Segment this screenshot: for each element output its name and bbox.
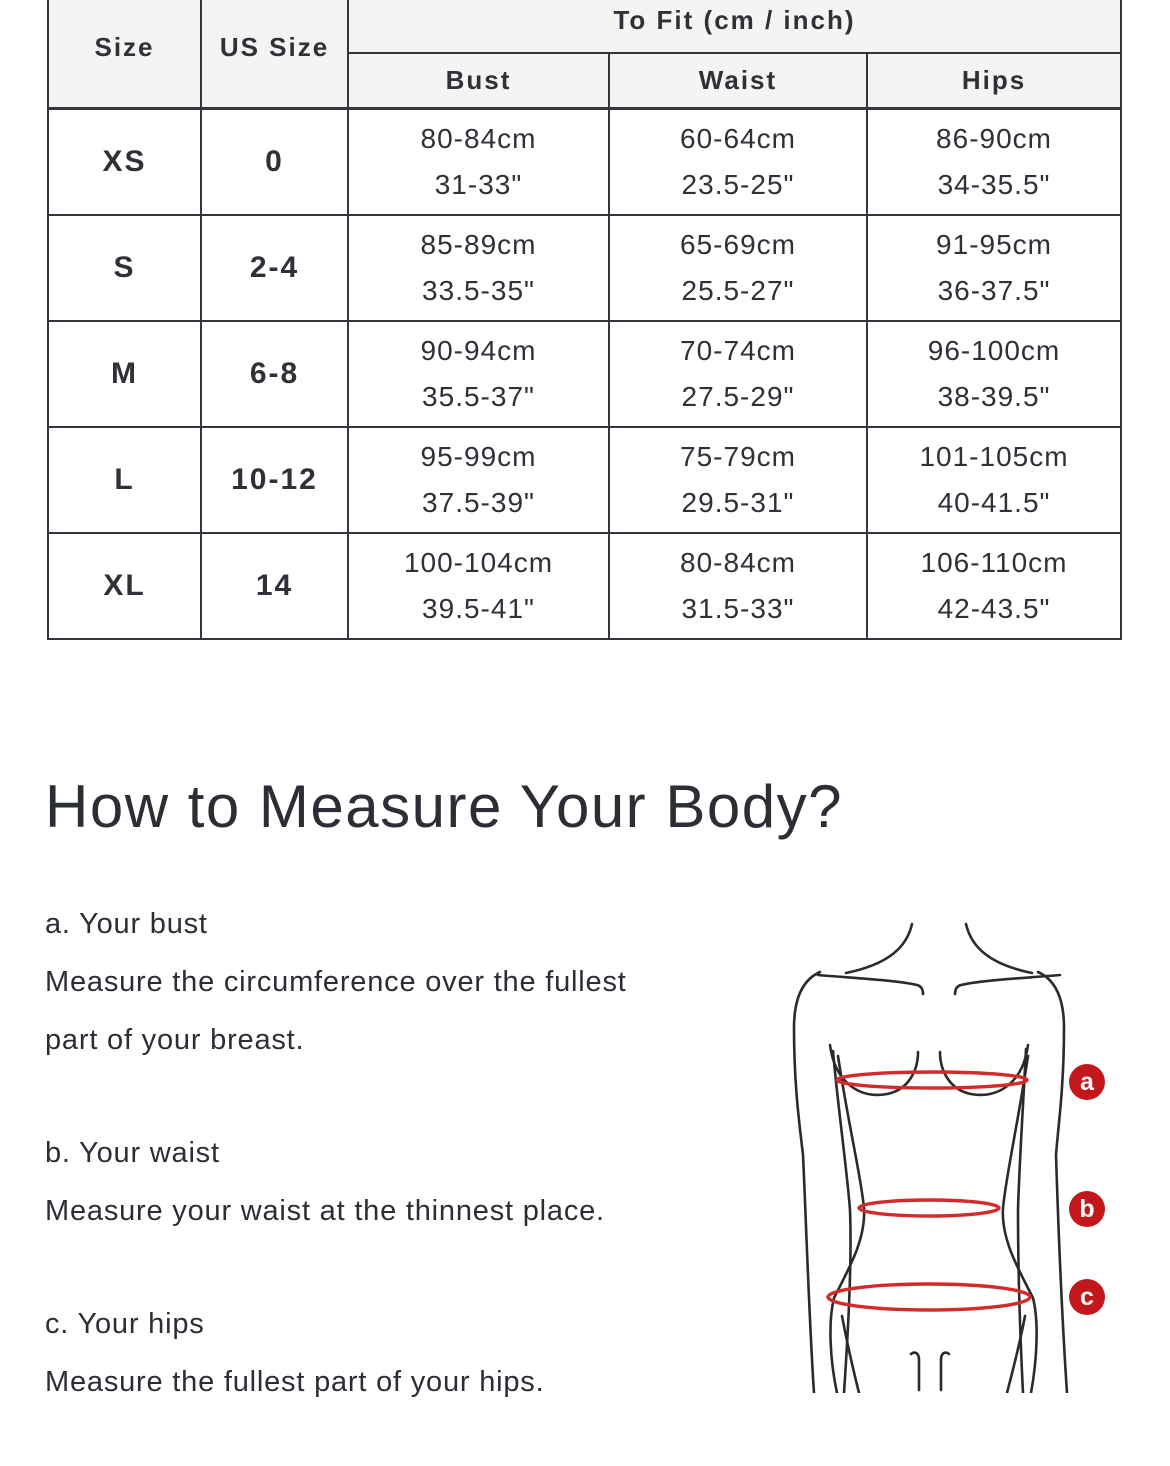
bust-measure-line <box>837 1072 1027 1088</box>
instruction-text: part of your breast. <box>45 1024 305 1056</box>
hips-value: 86-90cm 34-35.5" <box>867 109 1121 216</box>
table-row-s <box>48 215 1121 321</box>
arm-outer-left <box>794 972 820 1393</box>
instruction-hips <box>45 1295 805 1411</box>
instruction-bust <box>45 895 805 1069</box>
table-row-xl <box>48 533 1121 639</box>
size-value: M <box>48 321 201 427</box>
bust-value: 90-94cm 35.5-37" <box>348 321 609 427</box>
hips-value: 106-110cm 42-43.5" <box>867 533 1121 639</box>
instruction-text: Measure the circumference over the fullest <box>45 966 627 998</box>
column-header-waist: Waist <box>609 53 867 109</box>
size-value: S <box>48 215 201 321</box>
crotch-line-left <box>911 1353 919 1390</box>
waist-value: 70-74cm 27.5-29" <box>609 321 867 427</box>
shoulder-line-left <box>818 975 923 994</box>
column-header-bust: Bust <box>348 53 609 109</box>
us-size-value: 6-8 <box>201 321 348 427</box>
us-size-value: 14 <box>201 533 348 639</box>
neck-line-right <box>966 924 1032 973</box>
size-value: XL <box>48 533 201 639</box>
crotch-line-right <box>941 1353 949 1390</box>
waist-value: 80-84cm 31.5-33" <box>609 533 867 639</box>
waist-measure-line <box>859 1200 999 1216</box>
hips-value: 101-105cm 40-41.5" <box>867 427 1121 533</box>
neck-line-left <box>846 924 912 973</box>
size-chart-table <box>47 0 1122 640</box>
bust-value: 100-104cm 39.5-41" <box>348 533 609 639</box>
body-outline-illustration <box>790 918 1170 1393</box>
instruction-title: c. Your hips <box>45 1308 205 1340</box>
bust-value: 85-89cm 33.5-35" <box>348 215 609 321</box>
body-measurement-diagram <box>790 918 1170 1393</box>
bust-value: 95-99cm 37.5-39" <box>348 427 609 533</box>
page-title: How to Measure Your Body? <box>45 773 843 840</box>
column-header-us-size: US Size <box>201 0 348 109</box>
waist-value: 65-69cm 25.5-27" <box>609 215 867 321</box>
hips-value: 96-100cm 38-39.5" <box>867 321 1121 427</box>
instruction-waist <box>45 1124 805 1240</box>
us-size-value: 0 <box>201 109 348 216</box>
instruction-title: b. Your waist <box>45 1137 220 1169</box>
hips-value: 91-95cm 36-37.5" <box>867 215 1121 321</box>
arm-outer-right <box>1038 972 1067 1393</box>
size-value: XS <box>48 109 201 216</box>
waist-badge: b <box>1069 1191 1105 1227</box>
waist-value: 75-79cm 29.5-31" <box>609 427 867 533</box>
hips-measure-line <box>828 1284 1030 1310</box>
table-row-xs <box>48 109 1121 216</box>
hips-badge: c <box>1069 1279 1105 1315</box>
size-value: L <box>48 427 201 533</box>
us-size-value: 2-4 <box>201 215 348 321</box>
measurement-instructions <box>45 895 805 1466</box>
column-header-size: Size <box>48 0 201 109</box>
column-header-to-fit: To Fit (cm / inch) <box>348 0 1121 53</box>
waist-value: 60-64cm 23.5-25" <box>609 109 867 216</box>
instruction-text: Measure your waist at the thinnest place. <box>45 1195 605 1227</box>
bust-value: 80-84cm 31-33" <box>348 109 609 216</box>
shoulder-line-right <box>955 975 1060 994</box>
bust-badge: a <box>1069 1064 1105 1100</box>
table-row-m <box>48 321 1121 427</box>
instruction-text: Measure the fullest part of your hips. <box>45 1366 545 1398</box>
table-row-l <box>48 427 1121 533</box>
column-header-hips: Hips <box>867 53 1121 109</box>
us-size-value: 10-12 <box>201 427 348 533</box>
instruction-title: a. Your bust <box>45 908 208 940</box>
